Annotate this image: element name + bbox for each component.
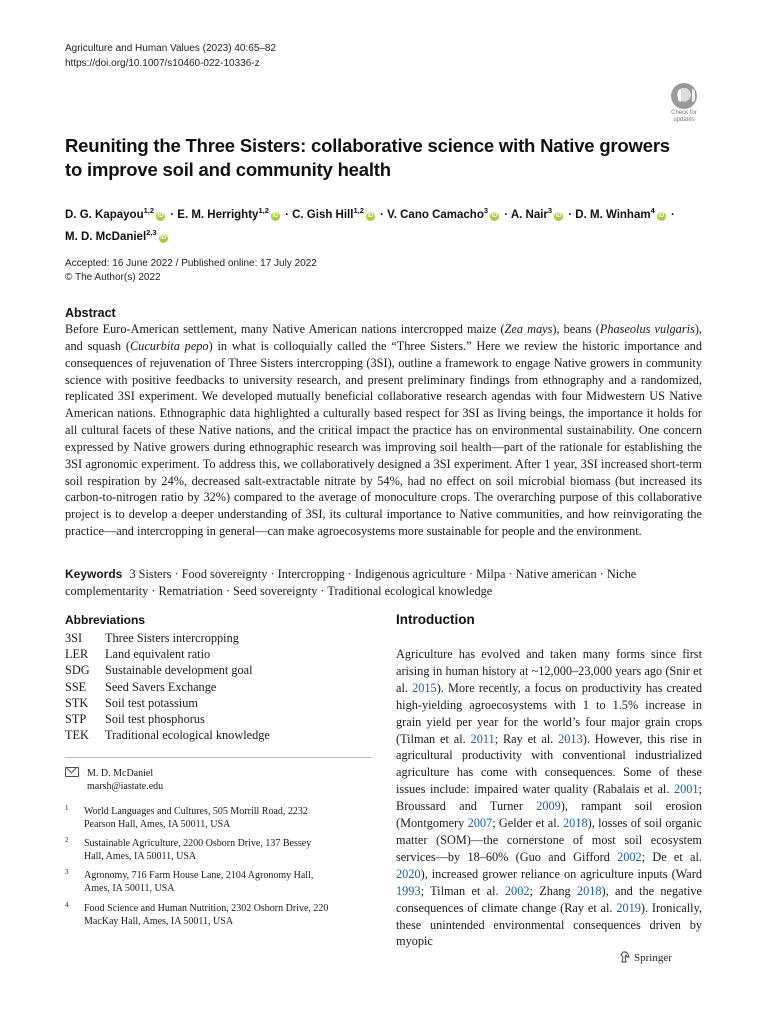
citation-link[interactable]: 2011: [470, 731, 495, 746]
abbreviation-row: [65, 695, 270, 711]
title-line-1: Reuniting the Three Sisters: collaborative science with Native growers: [65, 135, 670, 156]
author-name: E. M. Herrighty: [177, 208, 259, 221]
author-affiliation-marker: 3: [483, 206, 489, 215]
author-separator: ·: [281, 208, 293, 221]
citation-link[interactable]: 2001: [673, 782, 699, 797]
orcid-icon[interactable]: iD: [367, 212, 374, 219]
abbreviation-definition: Seed Savers Exchange: [105, 679, 217, 694]
author-separator: ·: [667, 208, 675, 221]
footnote-divider: [65, 757, 372, 758]
journal-header: [65, 41, 276, 71]
abstract-body: Before Euro-American settlement, many Native American nations intercropped maize (Zea mays), beans (Phaseolus vulgaris), and squash (Cucurbita pepo) in what is colloquially called the “Three Sisters.” Here we review the historic importance and consequences of rejuvenation of Three Sisters intercropping (3SI), outline a framework to engage Native growers in community science with positive feedbacks to university research, and present preliminary findings from ethnography and a randomized, replicated 3SI experiment. We developed mutually beneficial collaborative research agendas with four Midwestern US Native American nations. Ethnographic data highlighted a culturally based respect for 3SI as living beings, the importance it holds for all cultural facets of these Native nations, and the critical impact the practice has on environmental sustainability. One concern expressed by Native growers during ethnographic research was improving soil health—part of the rationale for establishing the 3SI agronomic experiment. To address this, we collaboratively designed a 3SI experiment. After 1 year, 3SI increased short-term soil respiration by 24%, decreased salt-extractable nitrate by 54%, had no effect on soil microbial biomass (but increased its carbon-to-nitrogen ratio by 32%) compared to the average of monoculture crops. The overarching purpose of this collaborative project is to develop a deeper understanding of 3SI, its cultural importance to Native communities, and how reinvigorating the practice—and intercropping in general—can make agroecosystems more sustainable for people and the environment.: [65, 322, 702, 539]
author[interactable]: [575, 206, 667, 221]
citation-link[interactable]: 1993: [396, 883, 421, 898]
affiliation-number: 1: [65, 804, 69, 812]
author-affiliation-marker: 1,2: [353, 206, 364, 215]
author[interactable]: [510, 206, 565, 221]
abbreviation-definition: Traditional ecological knowledge: [105, 728, 270, 743]
contact-name: M. D. McDaniel: [87, 768, 154, 779]
abbreviation-term: 3SI: [65, 631, 83, 645]
intro-text-segment: ), and the negative consequences of climate change (Ray et al.: [396, 883, 703, 915]
affiliation-1: [65, 805, 365, 831]
corresponding-author: [65, 767, 163, 793]
abbreviation-definition: Land equivalent ratio: [105, 647, 211, 662]
introduction-body: [396, 646, 702, 950]
citation-link[interactable]: 2009: [536, 799, 561, 814]
citation-link[interactable]: 2007: [467, 816, 493, 831]
abbreviation-row: [65, 679, 270, 695]
author[interactable]: [177, 206, 282, 221]
author-separator: ·: [167, 208, 178, 221]
abbreviation-row: [65, 727, 270, 743]
author-affiliation-marker: 1,2: [143, 206, 155, 215]
affiliation-number: 2: [65, 836, 69, 844]
intro-text-segment: ), rampant soil erosion (Montgomery: [396, 799, 702, 831]
copyright-notice: © The Author(s) 2022: [65, 272, 161, 283]
abbreviation-term: TEK: [65, 728, 89, 743]
crossmark-icon: [671, 83, 697, 109]
keywords: [65, 566, 702, 600]
abbreviation-definition: Three Sisters intercropping: [105, 631, 239, 645]
abbreviation-term: STP: [65, 711, 87, 726]
orcid-icon[interactable]: iD: [160, 234, 167, 241]
abbreviation-term: SSE: [65, 679, 87, 694]
citation-link[interactable]: 2015: [412, 680, 437, 695]
author[interactable]: [387, 206, 501, 221]
abbreviation-term: SDG: [65, 663, 90, 678]
intro-text-segment: ; Broussard and Turner: [396, 782, 702, 814]
intro-text-segment: ; De et al.: [641, 849, 702, 864]
author-separator: ·: [376, 208, 388, 221]
affiliation-4: [65, 902, 365, 928]
affiliation-number: 4: [65, 901, 69, 909]
abbreviation-row: [65, 711, 270, 727]
orcid-icon[interactable]: iD: [491, 212, 498, 219]
check-updates-label: Check for updates: [671, 110, 697, 123]
citation-link[interactable]: 2018: [576, 883, 602, 898]
publisher-logo: [620, 951, 672, 964]
citation-link[interactable]: 2018: [563, 816, 588, 831]
intro-text-segment: ; Zhang: [529, 883, 577, 898]
author[interactable]: [292, 206, 377, 221]
orcid-icon[interactable]: iD: [658, 212, 665, 219]
keywords-list: 3 Sisters · Food sovereignty · Intercropping · Indigenous agriculture · Milpa · Native american · Niche complementarity · Rematriation · Seed sovereignty · Traditional ecological knowledge: [65, 567, 637, 598]
intro-text-segment: ), increased grower reliance on agriculture inputs (Ward: [420, 866, 702, 881]
abbreviation-definition: Sustainable development goal: [105, 663, 253, 678]
author-affiliation-marker: 3: [547, 206, 553, 215]
author-separator: ·: [565, 208, 576, 221]
affiliation-address: World Languages and Cultures, 505 Morrill Road, 2232 Pearson Hall, Ames, IA 50011, USA: [84, 806, 308, 830]
abbreviation-row: [65, 646, 270, 662]
author-affiliation-marker: 4: [650, 206, 655, 215]
author-list: [65, 202, 715, 246]
author-separator: ·: [501, 208, 511, 221]
envelope-icon: [65, 767, 79, 777]
orcid-icon[interactable]: iD: [272, 212, 279, 219]
intro-text-segment: ), losses of soil organic matter (SOM)—the cornerstone of most soil ecosystem services—by 18–60% (Guo and Gifford: [396, 816, 702, 864]
publisher-name: Springer: [634, 952, 672, 964]
intro-text-segment: Agriculture has evolved and taken many forms since first arising in human history at ~12,000–23,000 years ago (Snir et al.: [396, 647, 702, 695]
intro-text-segment: ; Ray et al.: [494, 731, 559, 746]
affiliation-2: [65, 837, 365, 863]
publication-dates: [65, 257, 317, 285]
abbreviations-heading: Abbreviations: [65, 613, 146, 627]
author-affiliation-marker: 2,3: [146, 227, 157, 237]
author-name: C. Gish Hill: [292, 208, 354, 221]
orcid-icon[interactable]: iD: [157, 212, 164, 219]
affiliation-address: Food Science and Human Nutrition, 2302 Osborn Drive, 220 MacKay Hall, Ames, IA 50011, USA: [84, 903, 329, 927]
citation-link[interactable]: 2013: [558, 731, 583, 746]
check-for-updates-badge[interactable]: [664, 83, 704, 125]
intro-text-segment: ; Tilman et al.: [420, 883, 505, 898]
citation-link[interactable]: 2002: [617, 849, 642, 864]
intro-text-segment: ; Gelder et al.: [492, 816, 564, 831]
abbreviation-row: [65, 662, 270, 678]
citation-link[interactable]: 2020: [396, 866, 421, 881]
article-title: [65, 134, 685, 182]
author[interactable]: [65, 227, 170, 243]
abbreviation-term: STK: [65, 695, 89, 710]
author-name: M. D. McDaniel: [65, 230, 147, 243]
abbreviation-definition: Soil test potassium: [105, 695, 198, 710]
author-affiliation-marker: 1,2: [258, 206, 269, 215]
abbreviation-row: [65, 630, 270, 646]
author-name: D. G. Kapayou: [65, 208, 144, 221]
intro-text-segment: ). More recently, a focus on productivity has created high-yielding agroecosystems with 1 to 1.5% increase in grain yield per year for the world’s four major grain crops (Tilman et al.: [396, 680, 702, 746]
author[interactable]: [65, 206, 167, 221]
introduction-heading: Introduction: [396, 612, 475, 627]
author-name: A. Nair: [510, 208, 548, 221]
abbreviation-definition: Soil test phosphorus: [105, 711, 205, 726]
abbreviations-list: [65, 630, 270, 743]
author-name: D. M. Winham: [575, 208, 651, 221]
accepted-published-dates: Accepted: 16 June 2022 / Published online: 17 July 2022: [65, 258, 317, 269]
intro-text-segment: ). Ironically, these unintended environmental consequences driven by myopic: [396, 900, 702, 949]
journal-citation: Agriculture and Human Values (2023) 40:65–82: [65, 43, 277, 54]
author-name: V. Cano Camacho: [387, 208, 484, 221]
doi-link[interactable]: https://doi.org/10.1007/s10460-022-10336-z: [65, 58, 260, 69]
affiliation-address: Agronomy, 716 Farm House Lane, 2104 Agronomy Hall, Ames, IA 50011, USA: [84, 870, 314, 894]
contact-email[interactable]: marsh@iastate.edu: [87, 781, 164, 792]
intro-text-segment: ). However, this rise in agricultural productivity with conventional industrialized agriculture has come with consequences. Some of these issues include: impaired water quality (Rabalais et al.: [396, 731, 703, 797]
citation-link[interactable]: 2002: [504, 883, 530, 898]
keywords-label: Keywords: [65, 567, 123, 581]
springer-horse-icon: [620, 951, 630, 963]
abstract-heading: Abstract: [65, 306, 116, 320]
orcid-icon[interactable]: iD: [555, 212, 562, 219]
citation-link[interactable]: 2019: [616, 900, 641, 915]
title-line-2: to improve soil and community health: [65, 159, 391, 180]
affiliation-3: [65, 869, 365, 895]
abbreviation-term: LER: [65, 647, 89, 662]
affiliation-address: Sustainable Agriculture, 2200 Osborn Drive, 137 Bessey Hall, Ames, IA 50011, USA: [84, 838, 312, 862]
affiliation-number: 3: [65, 868, 69, 876]
